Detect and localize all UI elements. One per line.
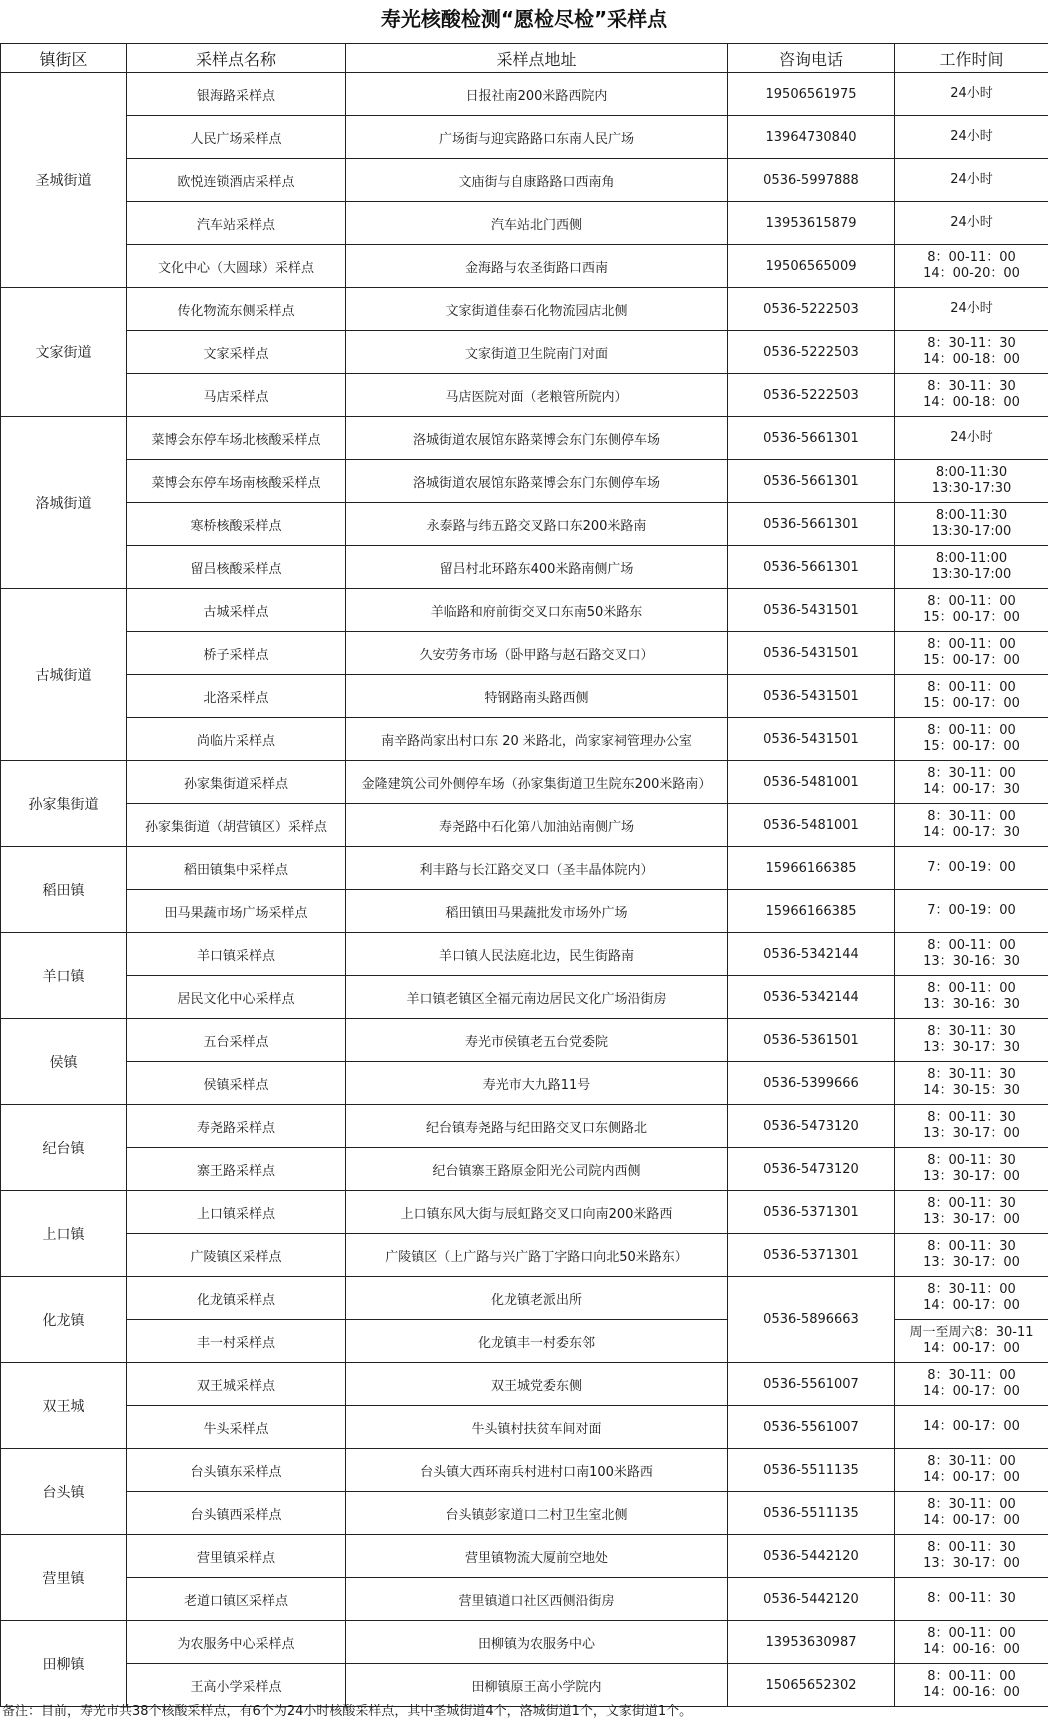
site-address-cell: 田柳镇为农服务中心 [346, 1621, 728, 1664]
site-name-cell: 老道口镇区采样点 [127, 1578, 346, 1621]
hours-cell: 8:00-11:00 13:30-17:00 [895, 546, 1048, 589]
district-cell: 洛城街道 [1, 417, 127, 589]
site-address-cell: 特钢路南头路西侧 [346, 675, 728, 718]
table-row [1, 589, 1048, 632]
phone-cell: 0536-5561007 [728, 1363, 895, 1406]
site-address-cell: 田柳镇原王高小学院内 [346, 1664, 728, 1707]
hours-cell: 8：00-11：00 15：00-17：00 [895, 589, 1048, 632]
phone-cell: 13953615879 [728, 202, 895, 245]
header-site-name: 采样点名称 [127, 44, 346, 73]
table-row [1, 546, 1048, 589]
phone-cell: 0536-5481001 [728, 804, 895, 847]
table-row [1, 1449, 1048, 1492]
table-row [1, 890, 1048, 933]
site-address-cell: 寿尧路中石化第八加油站南侧广场 [346, 804, 728, 847]
site-address-cell: 羊口镇老镇区全福元南边居民文化广场沿街房 [346, 976, 728, 1019]
hours-cell: 8：30-11：30 14：00-18：00 [895, 374, 1048, 417]
table-row [1, 202, 1048, 245]
site-address-cell: 营里镇物流大厦前空地处 [346, 1535, 728, 1578]
site-name-cell: 王高小学采样点 [127, 1664, 346, 1707]
site-name-cell: 上口镇采样点 [127, 1191, 346, 1234]
hours-cell: 14：00-17：00 [895, 1406, 1048, 1449]
site-address-cell: 台头镇大西环南兵村进村口南100米路西 [346, 1449, 728, 1492]
table-row [1, 116, 1048, 159]
phone-cell: 0536-5431501 [728, 675, 895, 718]
phone-cell: 0536-5371301 [728, 1234, 895, 1277]
table-row [1, 503, 1048, 546]
site-address-cell: 牛头镇村扶贫车间对面 [346, 1406, 728, 1449]
table-row [1, 159, 1048, 202]
district-cell: 圣城街道 [1, 73, 127, 288]
site-name-cell: 北洛采样点 [127, 675, 346, 718]
site-name-cell: 牛头采样点 [127, 1406, 346, 1449]
phone-cell: 0536-5661301 [728, 546, 895, 589]
header-phone: 咨询电话 [728, 44, 895, 73]
table-row [1, 331, 1048, 374]
hours-cell: 8：00-11：00 14：00-20：00 [895, 245, 1048, 288]
table-row [1, 976, 1048, 1019]
district-cell: 纪台镇 [1, 1105, 127, 1191]
phone-cell: 0536-5442120 [728, 1578, 895, 1621]
district-cell: 台头镇 [1, 1449, 127, 1535]
site-name-cell: 寨王路采样点 [127, 1148, 346, 1191]
site-address-cell: 永泰路与纬五路交叉路口东200米路南 [346, 503, 728, 546]
table-row [1, 1664, 1048, 1707]
site-name-cell: 留吕核酸采样点 [127, 546, 346, 589]
site-address-cell: 马店医院对面（老粮管所院内） [346, 374, 728, 417]
header-district: 镇街区 [1, 44, 127, 73]
site-address-cell: 稻田镇田马果蔬批发市场外广场 [346, 890, 728, 933]
hours-cell: 8：00-11：30 13：30-17：00 [895, 1535, 1048, 1578]
hours-cell: 8：30-11：00 14：00-17：00 [895, 1277, 1048, 1320]
phone-cell: 0536-5222503 [728, 288, 895, 331]
site-address-cell: 寿光市大九路11号 [346, 1062, 728, 1105]
table-row [1, 1019, 1048, 1062]
hours-cell: 8：30-11：00 14：00-17：30 [895, 761, 1048, 804]
hours-cell: 7：00-19：00 [895, 847, 1048, 890]
table-row [1, 1062, 1048, 1105]
table-row [1, 245, 1048, 288]
table-row [1, 1277, 1048, 1320]
site-address-cell: 营里镇道口社区西侧沿街房 [346, 1578, 728, 1621]
hours-cell: 8：00-11：00 15：00-17：00 [895, 718, 1048, 761]
site-address-cell: 金海路与农圣街路口西南 [346, 245, 728, 288]
district-cell: 化龙镇 [1, 1277, 127, 1363]
site-name-cell: 居民文化中心采样点 [127, 976, 346, 1019]
hours-cell: 8：00-11：00 14：00-16：00 [895, 1621, 1048, 1664]
site-name-cell: 汽车站采样点 [127, 202, 346, 245]
site-name-cell: 为农服务中心采样点 [127, 1621, 346, 1664]
site-name-cell: 侯镇采样点 [127, 1062, 346, 1105]
header-site-address: 采样点地址 [346, 44, 728, 73]
sampling-sites-table [0, 43, 1048, 1707]
site-name-cell: 化龙镇采样点 [127, 1277, 346, 1320]
site-name-cell: 台头镇西采样点 [127, 1492, 346, 1535]
site-name-cell: 寿尧路采样点 [127, 1105, 346, 1148]
phone-cell: 0536-5431501 [728, 589, 895, 632]
site-name-cell: 丰一村采样点 [127, 1320, 346, 1363]
phone-cell: 0536-5561007 [728, 1406, 895, 1449]
site-address-cell: 文庙街与自康路路口西南角 [346, 159, 728, 202]
district-cell: 稻田镇 [1, 847, 127, 933]
phone-cell: 19506565009 [728, 245, 895, 288]
phone-cell: 0536-5661301 [728, 417, 895, 460]
table-row [1, 761, 1048, 804]
table-row [1, 417, 1048, 460]
hours-cell: 8：00-11：00 13：30-16：30 [895, 976, 1048, 1019]
phone-cell: 0536-5661301 [728, 460, 895, 503]
site-name-cell: 马店采样点 [127, 374, 346, 417]
hours-cell: 8：00-11：00 15：00-17：00 [895, 632, 1048, 675]
hours-cell: 24小时 [895, 417, 1048, 460]
site-address-cell: 纪台镇寿尧路与纪田路交叉口东侧路北 [346, 1105, 728, 1148]
site-name-cell: 菜博会东停车场北核酸采样点 [127, 417, 346, 460]
hours-cell: 8：30-11：00 14：00-17：00 [895, 1492, 1048, 1535]
site-address-cell: 文家街道卫生院南门对面 [346, 331, 728, 374]
district-cell: 侯镇 [1, 1019, 127, 1105]
district-cell: 田柳镇 [1, 1621, 127, 1707]
site-name-cell: 人民广场采样点 [127, 116, 346, 159]
table-row [1, 1191, 1048, 1234]
phone-cell: 0536-5511135 [728, 1449, 895, 1492]
phone-cell: 0536-5371301 [728, 1191, 895, 1234]
site-address-cell: 广陵镇区（上广路与兴广路丁字路口向北50米路东） [346, 1234, 728, 1277]
site-name-cell: 田马果蔬市场广场采样点 [127, 890, 346, 933]
page-title: 寿光核酸检测“愿检尽检”采样点 [380, 7, 668, 31]
phone-cell: 13964730840 [728, 116, 895, 159]
site-name-cell: 桥子采样点 [127, 632, 346, 675]
site-address-cell: 汽车站北门西侧 [346, 202, 728, 245]
site-name-cell: 孙家集街道采样点 [127, 761, 346, 804]
site-address-cell: 南辛路尚家出村口东 20 米路北，尚家家祠管理办公室 [346, 718, 728, 761]
site-address-cell: 纪台镇寨王路原金阳光公司院内西侧 [346, 1148, 728, 1191]
phone-cell: 0536-5997888 [728, 159, 895, 202]
site-name-cell: 银海路采样点 [127, 73, 346, 116]
phone-cell: 15065652302 [728, 1664, 895, 1707]
hours-cell: 8：30-11：00 14：00-17：30 [895, 804, 1048, 847]
site-address-cell: 上口镇东风大街与辰虹路交叉口向南200米路西 [346, 1191, 728, 1234]
table-header-row [1, 44, 1048, 73]
phone-cell: 0536-5222503 [728, 374, 895, 417]
site-address-cell: 双王城党委东侧 [346, 1363, 728, 1406]
phone-cell: 0536-5661301 [728, 503, 895, 546]
district-cell: 双王城 [1, 1363, 127, 1449]
hours-cell: 24小时 [895, 288, 1048, 331]
table-row [1, 718, 1048, 761]
site-name-cell: 传化物流东侧采样点 [127, 288, 346, 331]
hours-cell: 8：30-11：30 14：30-15：30 [895, 1062, 1048, 1105]
table-row [1, 1363, 1048, 1406]
table-row [1, 1535, 1048, 1578]
district-cell: 孙家集街道 [1, 761, 127, 847]
site-name-cell: 羊口镇采样点 [127, 933, 346, 976]
hours-cell: 8：00-11：30 [895, 1578, 1048, 1621]
site-address-cell: 日报社南200米路西院内 [346, 73, 728, 116]
phone-cell: 15966166385 [728, 847, 895, 890]
phone-cell: 19506561975 [728, 73, 895, 116]
hours-cell: 8：00-11：30 13：30-17：00 [895, 1105, 1048, 1148]
table-row [1, 675, 1048, 718]
header-hours: 工作时间 [895, 44, 1048, 73]
table-row [1, 933, 1048, 976]
site-name-cell: 五台采样点 [127, 1019, 346, 1062]
table-row [1, 804, 1048, 847]
site-name-cell: 文家采样点 [127, 331, 346, 374]
table-row [1, 73, 1048, 116]
hours-cell: 8：00-11：00 15：00-17：00 [895, 675, 1048, 718]
table-row [1, 460, 1048, 503]
hours-cell: 7：00-19：00 [895, 890, 1048, 933]
phone-cell: 0536-5342144 [728, 933, 895, 976]
site-name-cell: 古城采样点 [127, 589, 346, 632]
site-name-cell: 营里镇采样点 [127, 1535, 346, 1578]
phone-cell: 0536-5511135 [728, 1492, 895, 1535]
table-row [1, 1578, 1048, 1621]
site-address-cell: 羊临路和府前街交叉口东南50米路东 [346, 589, 728, 632]
hours-cell: 8：30-11：00 14：00-17：00 [895, 1363, 1048, 1406]
phone-cell: 15966166385 [728, 890, 895, 933]
hours-cell: 8：00-11：00 13：30-16：30 [895, 933, 1048, 976]
site-address-cell: 化龙镇老派出所 [346, 1277, 728, 1320]
phone-cell: 0536-5399666 [728, 1062, 895, 1105]
phone-cell: 0536-5431501 [728, 632, 895, 675]
table-row [1, 1406, 1048, 1449]
hours-cell: 8：00-11：00 14：00-16：00 [895, 1664, 1048, 1707]
hours-cell: 周一至周六8：30-11 14：00-17：00 [895, 1320, 1048, 1363]
district-cell: 文家街道 [1, 288, 127, 417]
hours-cell: 8:00-11:30 13:30-17:00 [895, 503, 1048, 546]
hours-cell: 8：30-11：30 13：30-17：30 [895, 1019, 1048, 1062]
hours-cell: 8：30-11：30 14：00-18：00 [895, 331, 1048, 374]
site-name-cell: 尚临片采样点 [127, 718, 346, 761]
phone-cell: 0536-5442120 [728, 1535, 895, 1578]
site-name-cell: 双王城采样点 [127, 1363, 346, 1406]
site-address-cell: 羊口镇人民法庭北边，民生街路南 [346, 933, 728, 976]
site-name-cell: 文化中心（大圆球）采样点 [127, 245, 346, 288]
site-address-cell: 洛城街道农展馆东路菜博会东门东侧停车场 [346, 460, 728, 503]
hours-cell: 8:00-11:30 13:30-17:30 [895, 460, 1048, 503]
phone-cell: 0536-5896663 [728, 1277, 895, 1363]
table-row [1, 1492, 1048, 1535]
phone-cell: 0536-5342144 [728, 976, 895, 1019]
district-cell: 古城街道 [1, 589, 127, 761]
phone-cell: 13953630987 [728, 1621, 895, 1664]
district-cell: 羊口镇 [1, 933, 127, 1019]
table-row [1, 1105, 1048, 1148]
footnote: 备注：目前，寿光市共38个核酸采样点，有6个为24小时核酸采样点，其中圣城街道4个，洛城街道1个，文家街道1个。 [2, 1704, 693, 1719]
phone-cell: 0536-5481001 [728, 761, 895, 804]
site-name-cell: 台头镇东采样点 [127, 1449, 346, 1492]
table-row [1, 1148, 1048, 1191]
site-address-cell: 文家街道佳泰石化物流园店北侧 [346, 288, 728, 331]
site-name-cell: 广陵镇区采样点 [127, 1234, 346, 1277]
table-row [1, 288, 1048, 331]
site-name-cell: 欧悦连锁酒店采样点 [127, 159, 346, 202]
district-cell: 上口镇 [1, 1191, 127, 1277]
site-address-cell: 久安劳务市场（卧甲路与赵石路交叉口） [346, 632, 728, 675]
district-cell: 营里镇 [1, 1535, 127, 1621]
site-address-cell: 台头镇彭家道口二村卫生室北侧 [346, 1492, 728, 1535]
site-name-cell: 孙家集街道（胡营镇区）采样点 [127, 804, 346, 847]
site-address-cell: 留吕村北环路东400米路南侧广场 [346, 546, 728, 589]
hours-cell: 8：30-11：00 14：00-17：00 [895, 1449, 1048, 1492]
hours-cell: 8：00-11：30 13：30-17：00 [895, 1234, 1048, 1277]
site-name-cell: 菜博会东停车场南核酸采样点 [127, 460, 346, 503]
phone-cell: 0536-5222503 [728, 331, 895, 374]
site-address-cell: 寿光市侯镇老五台党委院 [346, 1019, 728, 1062]
hours-cell: 24小时 [895, 159, 1048, 202]
hours-cell: 8：00-11：30 13：30-17：00 [895, 1148, 1048, 1191]
table-row [1, 1621, 1048, 1664]
phone-cell: 0536-5473120 [728, 1148, 895, 1191]
hours-cell: 24小时 [895, 116, 1048, 159]
site-address-cell: 化龙镇丰一村委东邻 [346, 1320, 728, 1363]
table-row [1, 847, 1048, 890]
site-address-cell: 利丰路与长江路交叉口（圣丰晶体院内） [346, 847, 728, 890]
hours-cell: 8：00-11：30 13：30-17：00 [895, 1191, 1048, 1234]
table-row [1, 1234, 1048, 1277]
site-address-cell: 洛城街道农展馆东路菜博会东门东侧停车场 [346, 417, 728, 460]
hours-cell: 24小时 [895, 202, 1048, 245]
table-body [1, 73, 1048, 1707]
site-address-cell: 金隆建筑公司外侧停车场（孙家集街道卫生院东200米路南） [346, 761, 728, 804]
table-row [1, 374, 1048, 417]
phone-cell: 0536-5431501 [728, 718, 895, 761]
site-name-cell: 寒桥核酸采样点 [127, 503, 346, 546]
phone-cell: 0536-5473120 [728, 1105, 895, 1148]
hours-cell: 24小时 [895, 73, 1048, 116]
table-row [1, 632, 1048, 675]
site-address-cell: 广场街与迎宾路路口东南人民广场 [346, 116, 728, 159]
site-name-cell: 稻田镇集中采样点 [127, 847, 346, 890]
phone-cell: 0536-5361501 [728, 1019, 895, 1062]
